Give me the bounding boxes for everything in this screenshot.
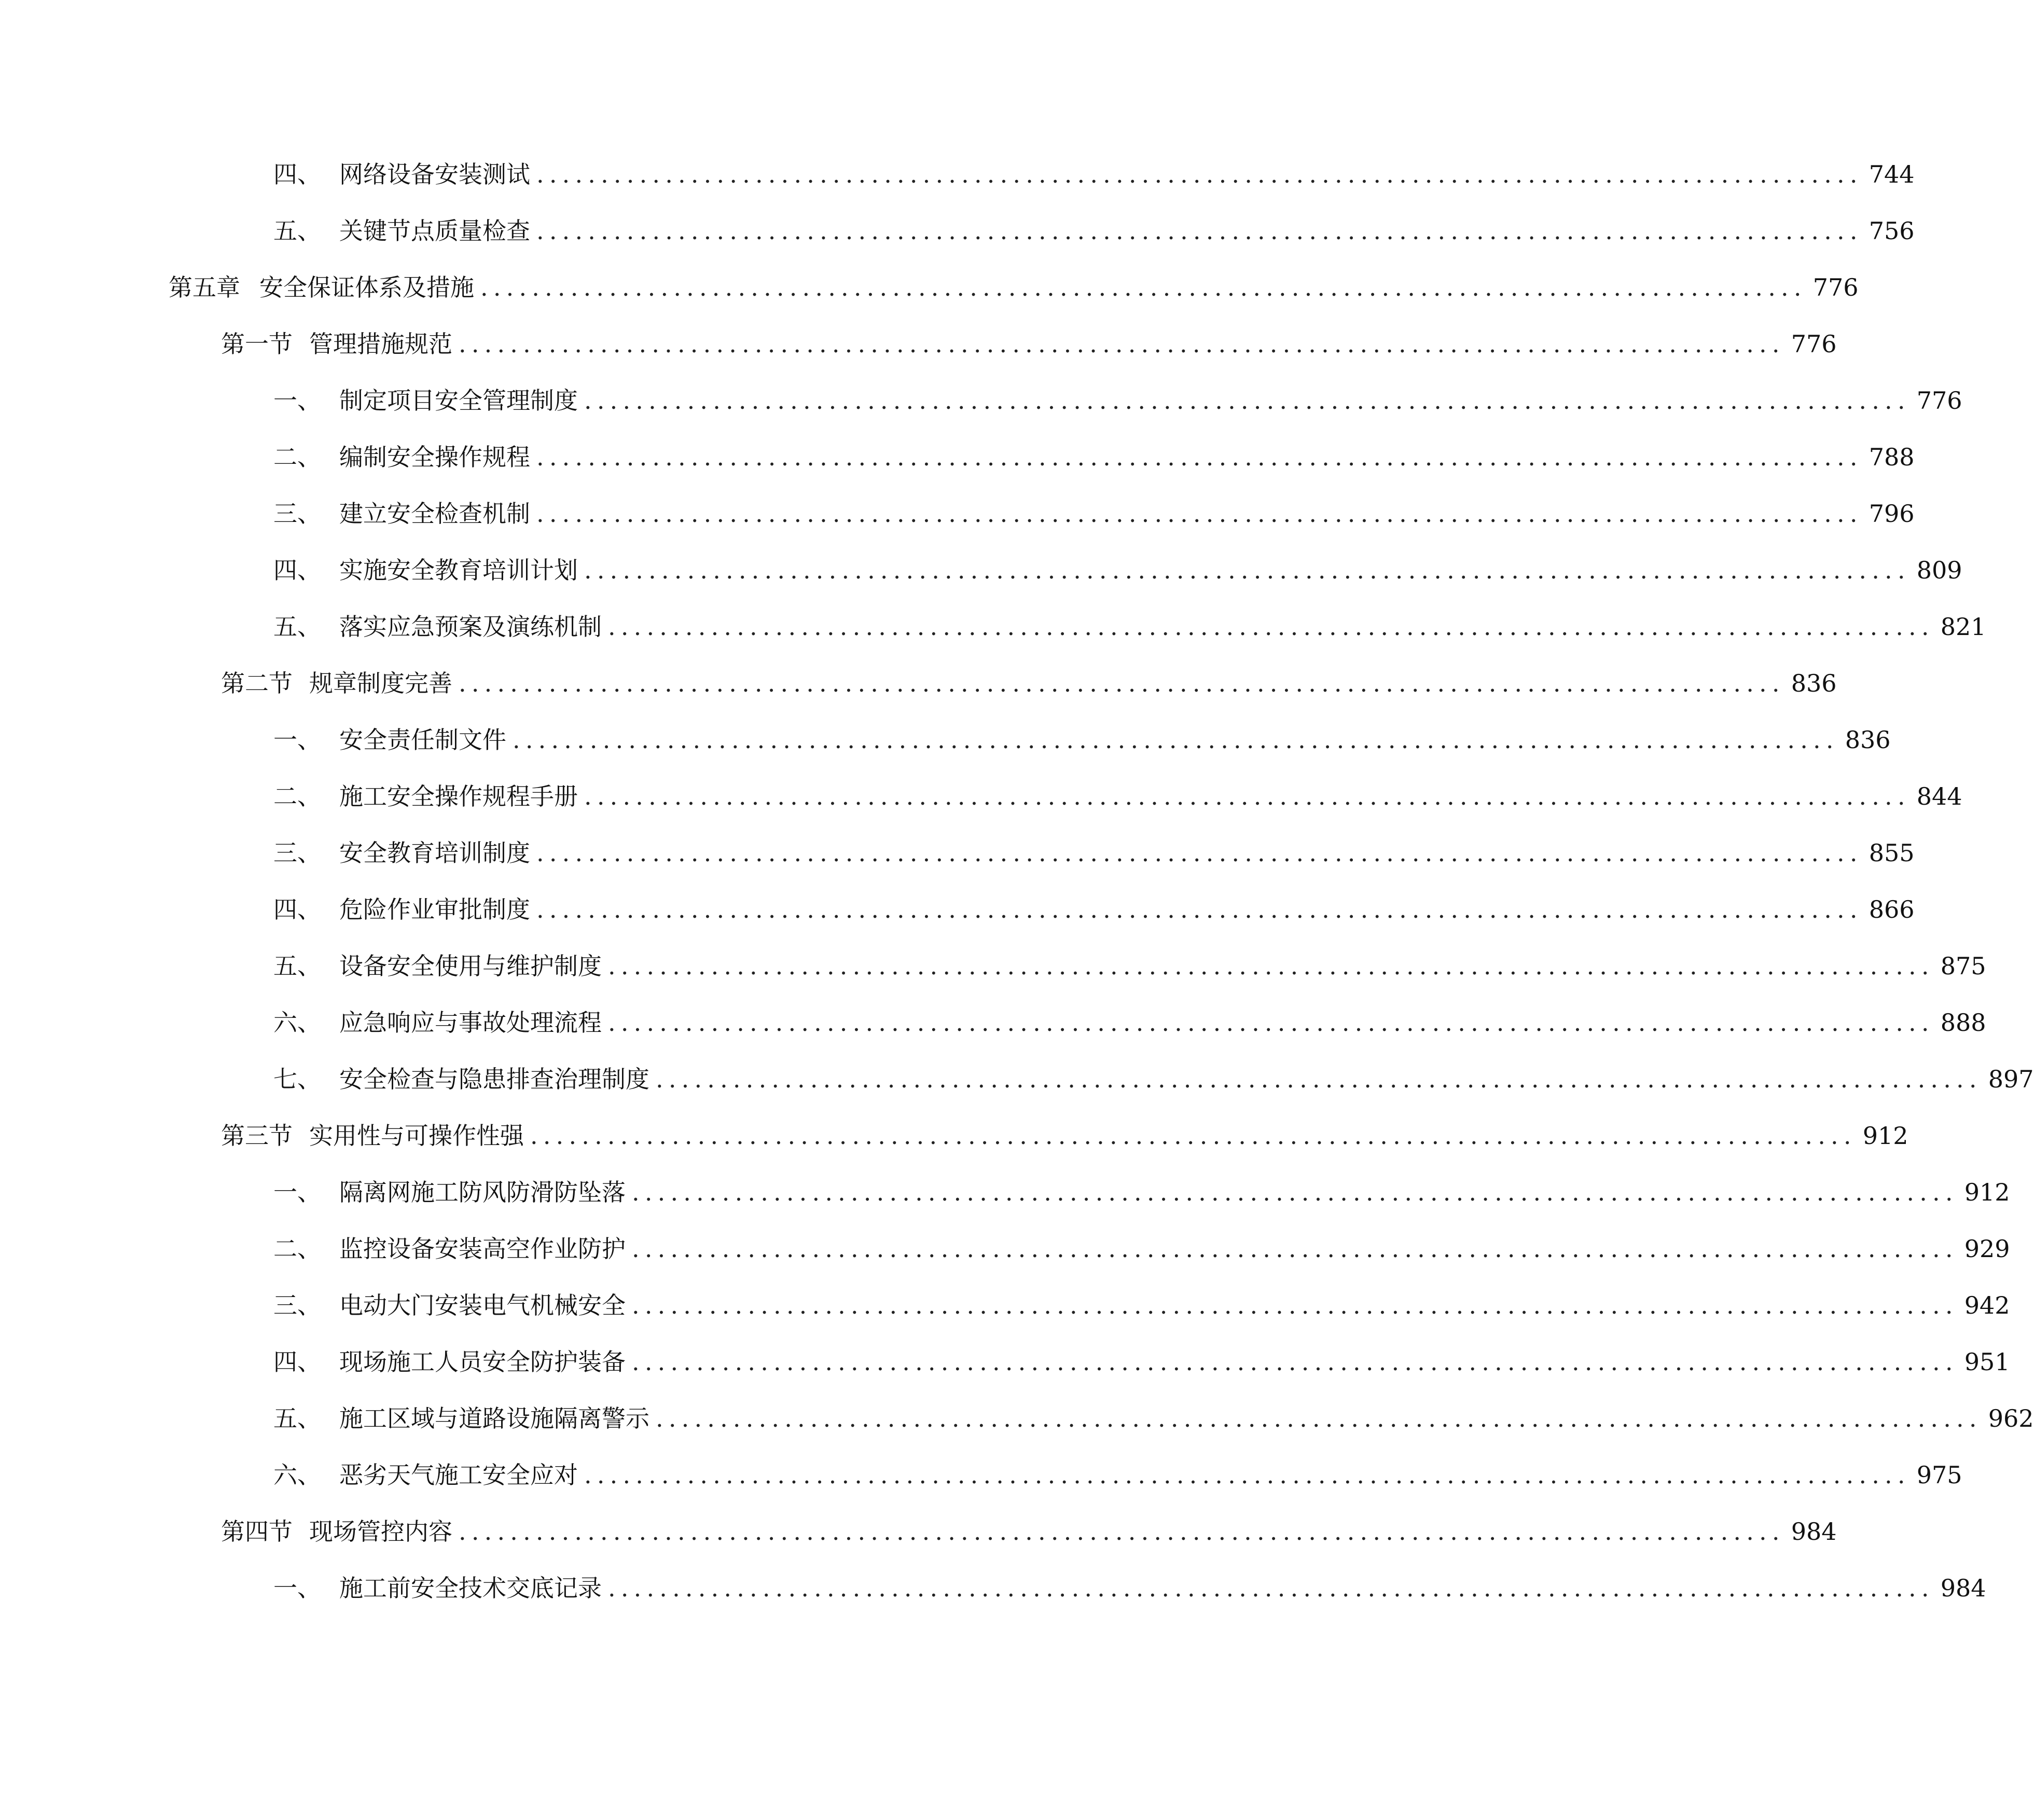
page-number: 912 bbox=[1862, 1122, 1908, 1150]
dot-leader: ....................................................................................................... bbox=[608, 952, 1934, 980]
entry-title: 设备安全使用与维护制度 bbox=[339, 952, 602, 980]
entry-title: 施工安全操作规程手册 bbox=[339, 782, 578, 810]
dot-leader: ....................................................................................................... bbox=[632, 1178, 1958, 1206]
entry-number: 五、 bbox=[273, 613, 321, 641]
toc-entry[interactable] bbox=[0, 323, 1837, 365]
toc-entry[interactable] bbox=[0, 154, 1915, 195]
entry-title: 现场施工人员安全防护装备 bbox=[339, 1348, 626, 1376]
dot-leader: ....................................................................................................... bbox=[632, 1291, 1958, 1319]
dot-leader: ....................................................................................................... bbox=[480, 273, 1807, 301]
entry-title: 安全教育培训制度 bbox=[339, 839, 530, 867]
dot-leader: ....................................................................................................... bbox=[632, 1235, 1958, 1263]
page-number: 855 bbox=[1869, 839, 1915, 867]
toc-entry[interactable] bbox=[0, 1511, 1837, 1552]
entry-title: 规章制度完善 bbox=[309, 669, 452, 697]
entry-title: 安全保证体系及措施 bbox=[259, 273, 474, 301]
entry-number: 五、 bbox=[273, 217, 321, 245]
entry-number: 四、 bbox=[273, 1348, 321, 1376]
dot-leader: ....................................................................................................... bbox=[513, 726, 1839, 754]
page-number: 929 bbox=[1964, 1235, 2010, 1263]
entry-number: 五、 bbox=[273, 952, 321, 980]
entry-title: 关键节点质量检查 bbox=[339, 217, 530, 245]
page-number: 875 bbox=[1940, 952, 1986, 980]
entry-number: 四、 bbox=[273, 895, 321, 923]
entry-number: 一、 bbox=[273, 1178, 321, 1206]
entry-number: 四、 bbox=[273, 556, 321, 584]
page-number: 912 bbox=[1964, 1178, 2010, 1206]
page-number: 888 bbox=[1940, 1009, 1986, 1037]
toc-entry[interactable] bbox=[0, 1002, 1986, 1043]
entry-number: 四、 bbox=[273, 160, 321, 188]
dot-leader: ....................................................................................................... bbox=[632, 1348, 1958, 1376]
page-number: 962 bbox=[1988, 1404, 2034, 1432]
entry-number: 六、 bbox=[273, 1009, 321, 1037]
page-number: 756 bbox=[1869, 217, 1915, 245]
page-number: 975 bbox=[1916, 1461, 1962, 1489]
toc-entry[interactable] bbox=[0, 549, 1962, 591]
dot-leader: ....................................................................................................... bbox=[530, 1122, 1857, 1150]
entry-number: 三、 bbox=[273, 1291, 321, 1319]
toc-entry[interactable] bbox=[0, 1115, 1908, 1156]
entry-number: 五、 bbox=[273, 1404, 321, 1432]
page-number: 809 bbox=[1916, 556, 1962, 584]
toc-entry[interactable] bbox=[0, 889, 1915, 930]
entry-title: 电动大门安装电气机械安全 bbox=[339, 1291, 626, 1319]
entry-title: 恶劣天气施工安全应对 bbox=[339, 1461, 578, 1489]
page-number: 744 bbox=[1869, 160, 1915, 188]
entry-number: 七、 bbox=[273, 1065, 321, 1093]
toc-entry[interactable] bbox=[0, 1567, 1986, 1609]
page-number: 844 bbox=[1916, 782, 1962, 810]
entry-title: 应急响应与事故处理流程 bbox=[339, 1009, 602, 1037]
toc-entry[interactable] bbox=[0, 1341, 2010, 1383]
page-number: 796 bbox=[1869, 500, 1915, 528]
page-number: 897 bbox=[1988, 1065, 2034, 1093]
dot-leader: ....................................................................................................... bbox=[536, 217, 1863, 245]
entry-number: 第五章 bbox=[169, 273, 240, 301]
page-number: 984 bbox=[1791, 1518, 1837, 1546]
entry-title: 监控设备安装高空作业防护 bbox=[339, 1235, 626, 1263]
page-number: 776 bbox=[1812, 273, 1859, 301]
toc-entry[interactable] bbox=[0, 1285, 2010, 1326]
entry-title: 安全检查与隐患排查治理制度 bbox=[339, 1065, 649, 1093]
entry-title: 隔离网施工防风防滑防坠落 bbox=[339, 1178, 626, 1206]
dot-leader: ....................................................................................................... bbox=[536, 160, 1863, 188]
toc-entry[interactable] bbox=[0, 267, 1859, 308]
entry-number: 三、 bbox=[273, 839, 321, 867]
entry-number: 三、 bbox=[273, 500, 321, 528]
page-number: 836 bbox=[1845, 726, 1891, 754]
entry-number: 一、 bbox=[273, 1574, 321, 1602]
entry-number: 二、 bbox=[273, 782, 321, 810]
dot-leader: ....................................................................................................... bbox=[584, 387, 1911, 415]
entry-title: 编制安全操作规程 bbox=[339, 443, 530, 471]
entry-number: 第二节 bbox=[221, 669, 293, 697]
entry-title: 现场管控内容 bbox=[309, 1518, 452, 1546]
toc-entry[interactable] bbox=[0, 380, 1962, 421]
entry-title: 安全责任制文件 bbox=[339, 726, 506, 754]
toc-entry[interactable] bbox=[0, 493, 1915, 534]
dot-leader: ....................................................................................................... bbox=[608, 613, 1934, 641]
page-number: 788 bbox=[1869, 443, 1915, 471]
dot-leader: ....................................................................................................... bbox=[584, 556, 1911, 584]
page-number: 821 bbox=[1940, 613, 1986, 641]
page-number: 776 bbox=[1791, 330, 1837, 358]
dot-leader: ....................................................................................................... bbox=[459, 330, 1785, 358]
toc-entry[interactable] bbox=[0, 1228, 2010, 1270]
dot-leader: ....................................................................................................... bbox=[536, 500, 1863, 528]
entry-number: 第三节 bbox=[221, 1122, 293, 1150]
entry-title: 制定项目安全管理制度 bbox=[339, 387, 578, 415]
entry-number: 一、 bbox=[273, 726, 321, 754]
page-number: 984 bbox=[1940, 1574, 1986, 1602]
entry-title: 施工区域与道路设施隔离警示 bbox=[339, 1404, 649, 1432]
dot-leader: ....................................................................................................... bbox=[656, 1404, 1982, 1432]
toc-entry[interactable] bbox=[0, 663, 1837, 704]
dot-leader: ....................................................................................................... bbox=[536, 895, 1863, 923]
page-number: 776 bbox=[1916, 387, 1962, 415]
page-number: 951 bbox=[1964, 1348, 2010, 1376]
entry-number: 六、 bbox=[273, 1461, 321, 1489]
dot-leader: ....................................................................................................... bbox=[656, 1065, 1982, 1093]
entry-title: 落实应急预案及演练机制 bbox=[339, 613, 602, 641]
toc-entry[interactable] bbox=[0, 1171, 2010, 1213]
entry-number: 第四节 bbox=[221, 1518, 293, 1546]
toc-entry[interactable] bbox=[0, 945, 1986, 987]
toc-entry[interactable] bbox=[0, 832, 1915, 874]
entry-title: 施工前安全技术交底记录 bbox=[339, 1574, 602, 1602]
toc-entry[interactable] bbox=[0, 1398, 2034, 1439]
toc-entry[interactable] bbox=[0, 210, 1915, 252]
toc-entry[interactable] bbox=[0, 1454, 1962, 1496]
entry-title: 网络设备安装测试 bbox=[339, 160, 530, 188]
toc-entry[interactable] bbox=[0, 436, 1915, 478]
entry-number: 一、 bbox=[273, 387, 321, 415]
dot-leader: ....................................................................................................... bbox=[608, 1009, 1934, 1037]
entry-title: 实施安全教育培训计划 bbox=[339, 556, 578, 584]
entry-title: 管理措施规范 bbox=[309, 330, 452, 358]
entry-number: 二、 bbox=[273, 443, 321, 471]
toc-entry[interactable] bbox=[0, 719, 1891, 761]
toc-entry[interactable] bbox=[0, 776, 1962, 817]
page-number: 836 bbox=[1791, 669, 1837, 697]
toc-entry[interactable] bbox=[0, 606, 1986, 647]
dot-leader: ....................................................................................................... bbox=[584, 782, 1911, 810]
dot-leader: ....................................................................................................... bbox=[584, 1461, 1911, 1489]
entry-title: 危险作业审批制度 bbox=[339, 895, 530, 923]
page-number: 942 bbox=[1964, 1291, 2010, 1319]
dot-leader: ....................................................................................................... bbox=[536, 839, 1863, 867]
dot-leader: ....................................................................................................... bbox=[459, 669, 1785, 697]
toc-entry[interactable] bbox=[0, 1058, 2034, 1100]
entry-number: 二、 bbox=[273, 1235, 321, 1263]
page-number: 866 bbox=[1869, 895, 1915, 923]
entry-number: 第一节 bbox=[221, 330, 293, 358]
dot-leader: ....................................................................................................... bbox=[459, 1518, 1785, 1546]
entry-title: 实用性与可操作性强 bbox=[309, 1122, 524, 1150]
dot-leader: ....................................................................................................... bbox=[608, 1574, 1934, 1602]
entry-title: 建立安全检查机制 bbox=[339, 500, 530, 528]
dot-leader: ....................................................................................................... bbox=[536, 443, 1863, 471]
